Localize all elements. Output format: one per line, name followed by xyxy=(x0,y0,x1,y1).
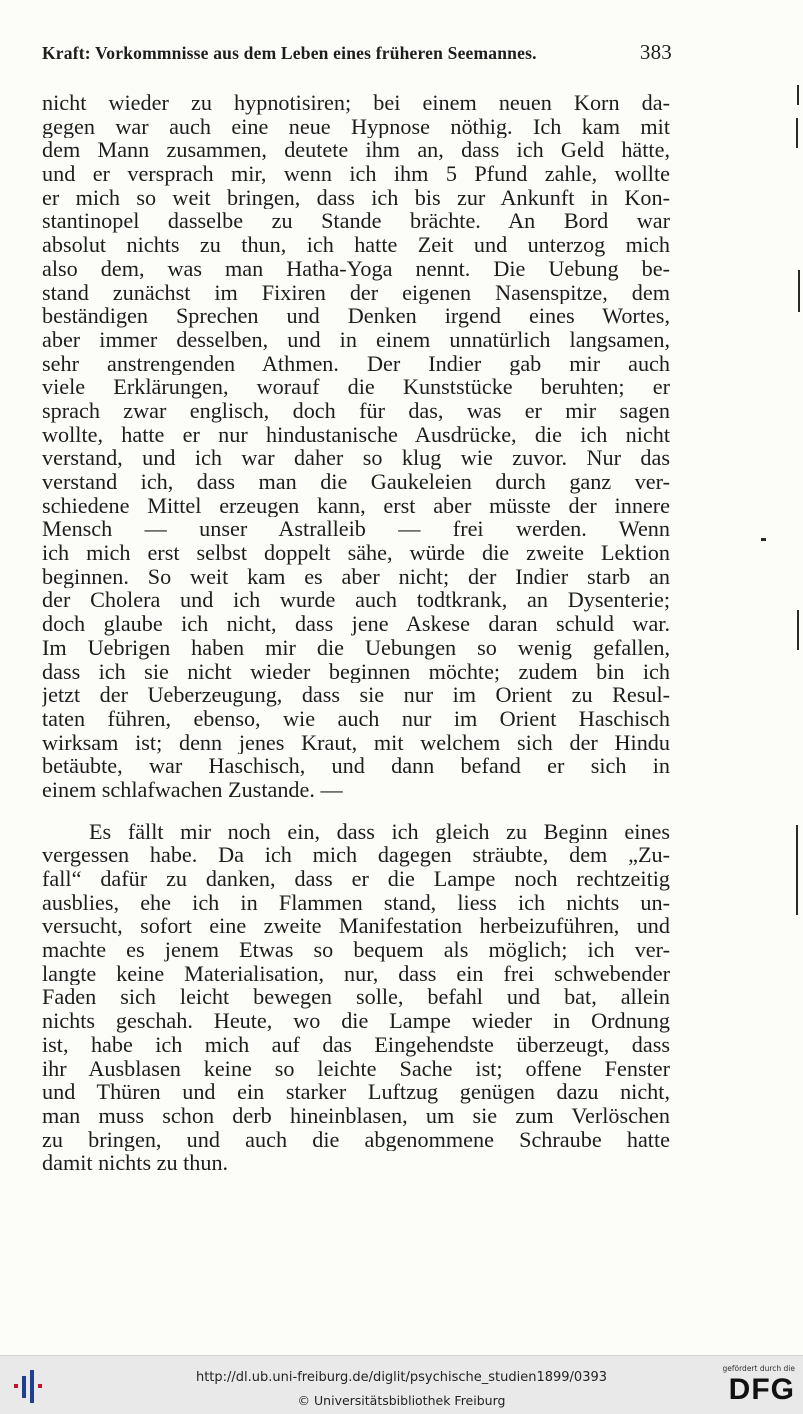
dfg-logo-text: DFG xyxy=(728,1373,795,1406)
text-line: wollte, hatte er nur hindustanische Ausdrücke, die ich nicht xyxy=(42,422,670,447)
text-line: jetzt der Ueberzeugung, dass sie nur im Orient zu Resul- xyxy=(42,683,670,707)
text-line: stantinopel dasselbe zu Stande brächte. An Bord war xyxy=(42,209,670,234)
text-line: ich mich erst selbst doppelt sähe, würde die zweite Lektion xyxy=(42,541,670,565)
text-line: schiedene Mittel erzeugen kann, erst aber müsste der innere xyxy=(42,493,670,518)
paragraph-1 xyxy=(42,91,670,802)
text-line: vergessen habe. Da ich mich dagegen sträubte, dem „Zu- xyxy=(42,843,670,867)
text-line: beginnen. So weit kam es aber nicht; der Indier starb an xyxy=(42,564,670,589)
text-line: Faden sich leicht bewegen solle, befahl und bat, allein xyxy=(42,985,670,1010)
text-line: dass ich sie nicht wieder beginnen möchte; zudem bin ich xyxy=(42,659,670,684)
text-line: beständigen Sprechen und Denken irgend eines Wortes, xyxy=(42,304,670,328)
text-line: doch glaube ich nicht, dass jene Askese daran schuld war. xyxy=(42,612,670,636)
text-line: taten führen, ebenso, wie auch nur im Orient Haschisch xyxy=(42,706,670,731)
text-line: viele Erklärungen, worauf die Kunststücke beruhten; er xyxy=(42,375,670,399)
running-head-title: Kraft: Vorkommnisse aus dem Leben eines früheren Seemannes. xyxy=(42,43,537,63)
text-line: sprach zwar englisch, doch für das, was er mir sagen xyxy=(42,398,670,423)
text-line: und Thüren und ein starker Luftzug genügen dazu nicht, xyxy=(42,1080,670,1104)
page-edge-mark xyxy=(797,610,799,650)
body-text xyxy=(42,91,670,1175)
text-line: sehr anstrengenden Athmen. Der Indier gab mir auch xyxy=(42,351,670,376)
text-line: versucht, sofort eine zweite Manifestation herbeizuführen, und xyxy=(42,914,670,939)
text-line: Es fällt mir noch ein, dass ich gleich zu Beginn eines xyxy=(89,819,670,844)
dfg-logo xyxy=(705,1364,795,1410)
text-line: aber immer desselben, und in einem unnatürlich langsamen, xyxy=(42,327,670,352)
text-line: Mensch — unser Astralleib — frei werden. Wenn xyxy=(42,517,670,542)
text-line: ausblies, ehe ich in Flammen stand, liess ich nichts un- xyxy=(42,890,670,915)
page-edge-mark xyxy=(796,825,798,915)
text-line: zu bringen, und auch die abgenommene Schraube hatte xyxy=(42,1127,670,1152)
text-line: verstand ich, dass man die Gaukeleien durch ganz ver- xyxy=(42,470,670,494)
page-number: 383 xyxy=(639,40,672,64)
text-line: ihr Ausblasen keine so leichte Sache ist; offene Fenster xyxy=(42,1056,670,1081)
text-line: nicht wieder zu hypnotisiren; bei einem neuen Korn da- xyxy=(42,91,670,115)
text-line: einem schlafwachen Zustande. — xyxy=(42,777,343,802)
text-line: verstand, und ich war daher so klug wie zuvor. Nur das xyxy=(42,446,670,470)
text-line: ist, habe ich mich auf das Eingehendste überzeugt, dass xyxy=(42,1032,670,1057)
page-edge-mark xyxy=(761,538,766,541)
text-line: absolut nichts zu thun, ich hatte Zeit und unterzog mich xyxy=(42,233,670,257)
text-line: betäubte, war Haschisch, und dann befand er sich in xyxy=(42,754,670,778)
text-line: fall“ dafür zu danken, dass er die Lampe noch rechtzeitig xyxy=(42,867,670,891)
text-line: dem Mann zusammen, deutete ihm an, dass ich Geld hätte, xyxy=(42,138,670,163)
document-url[interactable]: http://dl.ub.uni-freiburg.de/diglit/psychische_studien1899/0393 xyxy=(195,1370,608,1385)
text-line: wirksam ist; denn jenes Kraut, mit welchem sich der Hindu xyxy=(42,730,670,755)
text-line: also dem, was man Hatha-Yoga nennt. Die Uebung be- xyxy=(42,256,670,281)
text-line: gegen war auch eine neue Hypnose nöthig. Ich kam mit xyxy=(42,114,670,139)
running-head xyxy=(42,40,672,70)
page-edge-mark xyxy=(798,270,800,312)
page-edge-mark xyxy=(797,85,799,105)
text-line: machte es jenem Etwas so bequem als möglich; ich ver- xyxy=(42,938,670,962)
text-line: stand zunächst im Fixiren der eigenen Nasenspitze, dem xyxy=(42,280,670,305)
copyright-notice: © Universitätsbibliothek Freiburg xyxy=(297,1393,506,1408)
text-line: der Cholera und ich wurde auch todtkrank, an Dysenterie; xyxy=(42,588,670,613)
text-line: Im Uebrigen haben mir die Uebungen so wenig gefallen, xyxy=(42,635,670,660)
text-line: damit nichts zu thun. xyxy=(42,1151,229,1175)
viewer-footer xyxy=(0,1355,803,1414)
text-line: und er versprach mir, wenn ich ihm 5 Pfund zahle, wollte xyxy=(42,162,670,186)
text-line: man muss schon derb hineinblasen, um sie zum Verlöschen xyxy=(42,1103,670,1128)
page-edge-mark xyxy=(796,118,798,148)
sponsor-caption: gefördert durch die xyxy=(722,1364,795,1373)
text-line: langte keine Materialisation, nur, dass ein frei schwebender xyxy=(42,961,670,986)
paragraph-2 xyxy=(42,820,670,1175)
text-line: er mich so weit bringen, dass ich bis zur Ankunft in Kon- xyxy=(42,185,670,210)
text-line: nichts geschah. Heute, wo die Lampe wieder in Ordnung xyxy=(42,1009,670,1033)
